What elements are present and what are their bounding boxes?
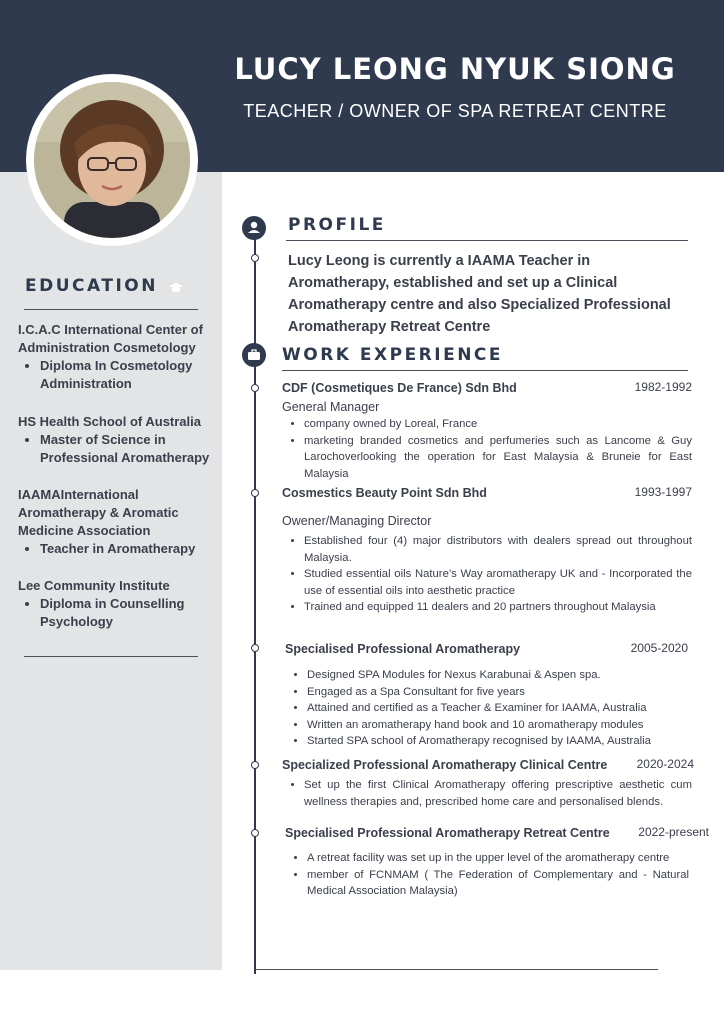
job-bullet: • A retreat facility was set up in the upper level of the aromatherapy centre [307,850,689,867]
person-name: LUCY LEONG NYUK SIONG [234,52,676,86]
profile-photo [34,82,190,238]
timeline-dot [251,384,259,392]
job-years: 1982-1992 [634,380,692,394]
job-company: CDF (Cosmetiques De France) Sdn Bhd [282,381,517,395]
education-item: • Teacher in Aromatherapy [40,540,218,558]
education-institution: Lee Community Institute [18,578,170,593]
job-years: 1993-1997 [634,485,692,499]
job-bullet: • Attained and certified as a Teacher & Examiner for IAAMA, Australia [307,700,695,717]
education-entry [18,321,218,393]
job-role: Owener/Managing Director [282,514,432,528]
job-bullet: • member of FCNMAM ( The Federation of Complementary and - Natural Medical Association Malaysia) [307,867,689,900]
job-entry [285,642,688,752]
job-company: Specialised Professional Aromatherapy [285,642,521,656]
job-title: TEACHER / OWNER OF SPA RETREAT CENTRE [243,101,667,121]
education-item: • Diploma in Counselling Psychology [40,595,218,631]
job-years: 2005-2020 [630,641,688,655]
job-bullet: • Studied essential oils Nature’s Way aromatherapy UK and - Incorporated the use of essential oils into aesthetic practice [304,566,692,599]
job-bullet: • Trained and equipped 11 dealers and 20 partners throughout Malaysia [304,599,692,616]
graduation-cap-icon [168,282,184,294]
job-bullet: • Written an aromatherapy hand book and 10 aromatherapy modules [307,717,695,734]
job-entry [282,758,692,824]
job-years: 2022-present [638,825,709,839]
education-heading: EDUCATION [25,276,158,296]
education-entry [18,413,218,467]
job-bullet: • Started SPA school of Aromatherapy recognised by IAAMA, Australia [307,733,695,750]
education-entry [18,486,218,558]
timeline-dot [251,489,259,497]
job-bullet: • marketing branded cosmetics and perfumeries such as Lancome & Guy Larochoverlooking the operation for East Malaysia & Bruneie for East Malaysia [304,433,692,483]
work-divider [282,370,688,371]
profile-divider [286,240,688,241]
timeline-dot [251,644,259,652]
job-company: Specialized Professional Aromatherapy Clinical Centre [282,758,608,772]
education-item: • Diploma In Cosmetology Administration [40,357,218,393]
timeline-dot [251,254,259,262]
job-bullet: • Engaged as a Spa Consultant for five years [307,684,695,701]
job-bullet: • Established four (4) major distributors with dealers spread out throughout Malaysia. [304,533,692,566]
education-divider [24,309,198,310]
job-bullet: • company owned by Loreal, France [304,416,692,433]
job-entry [282,486,692,626]
profile-summary: Lucy Leong is currently a IAAMA Teacher in Aromatherapy, established and set up a Clinical Aromatherapy centre and also Specialized Professional Aromatherapy Retreat Centre [288,253,671,335]
job-years: 2020-2024 [636,757,694,771]
education-institution: HS Health School of Australia [18,414,201,429]
briefcase-icon [242,343,266,367]
job-company: Specialised Professional Aromatherapy Retreat Centre [285,826,610,840]
education-institution: IAAMAInternational Aromatherapy & Aromatic Medicine Association [18,487,179,538]
job-company: Cosmestics Beauty Point Sdn Bhd [282,486,487,500]
job-entry [282,381,692,481]
job-bullet: • Set up the first Clinical Aromatherapy offering prescriptive aesthetic cum wellness therapies and, prescribed home care and personalised blends. [304,777,692,810]
job-entry [285,826,709,916]
education-entry [18,577,218,631]
job-role: General Manager [282,400,380,414]
timeline-line [254,226,256,974]
timeline-dot [251,829,259,837]
work-experience-heading: WORK EXPERIENCE [282,345,504,365]
profile-heading: PROFILE [288,215,386,235]
portrait-image [34,82,190,238]
bottom-divider [256,969,658,970]
timeline-dot [251,761,259,769]
sidebar-bottom-divider [24,656,198,657]
education-item: • Master of Science in Professional Aromatherapy [40,431,218,467]
job-bullet: • Designed SPA Modules for Nexus Karabunai & Aspen spa. [307,667,695,684]
education-institution: I.C.A.C International Center of Administration Cosmetology [18,322,203,355]
profile-user-icon [242,216,266,240]
profile-photo-frame [26,74,198,246]
